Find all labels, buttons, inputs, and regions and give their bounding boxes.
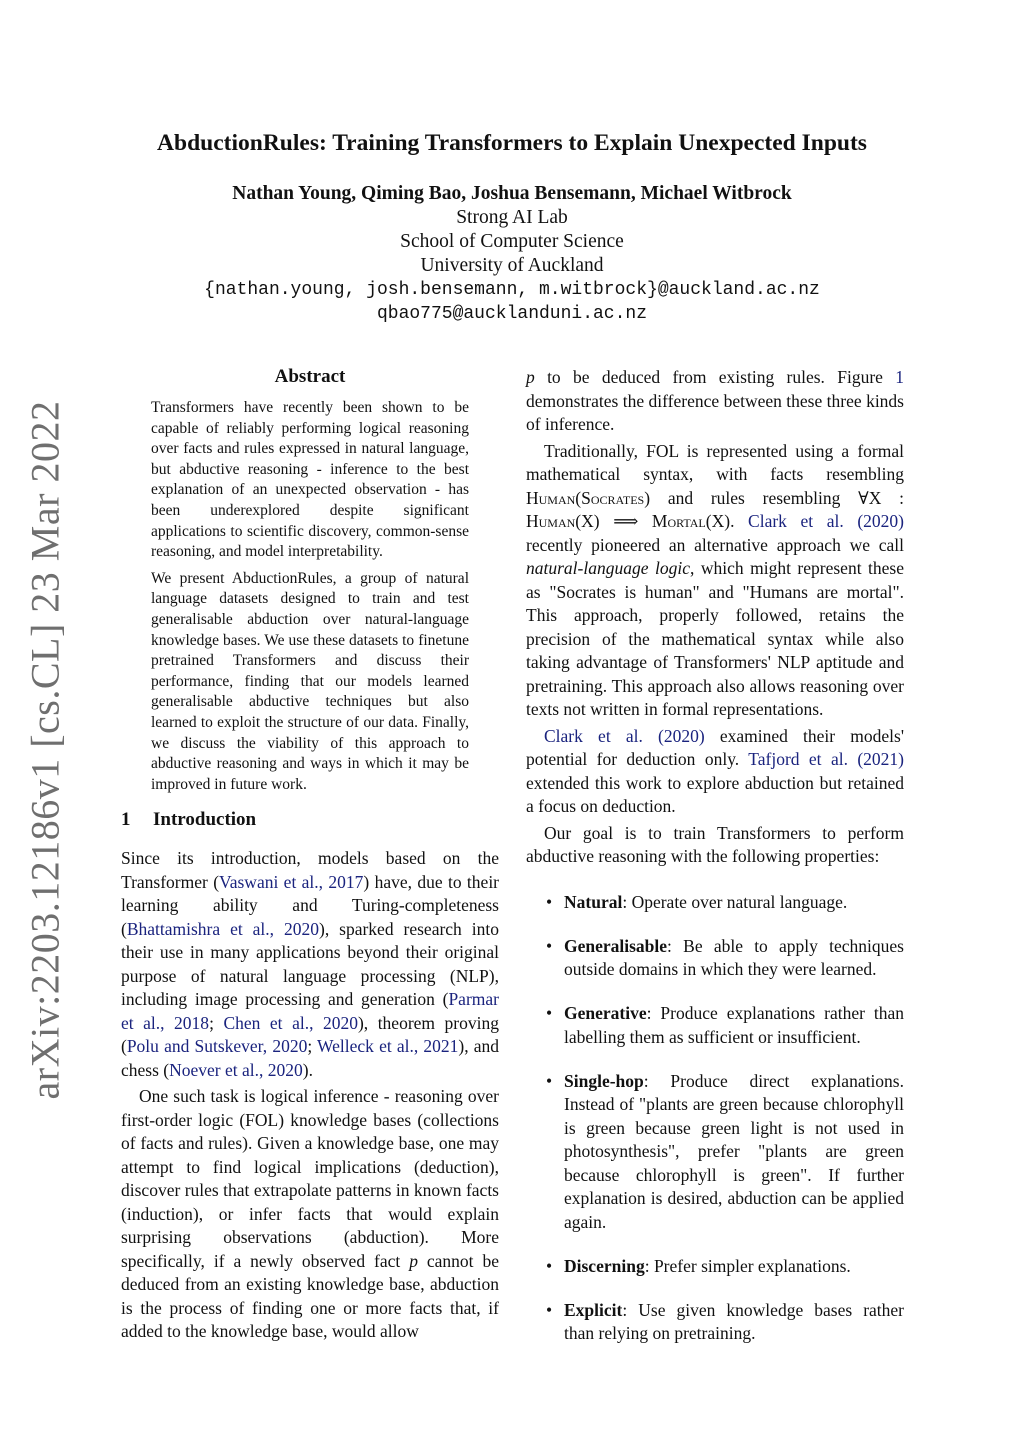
list-item: • Generalisable: Be able to apply techniques outside domains in which they were learned. — [546, 935, 904, 979]
fol-conclusion: Mortal(X) — [651, 511, 731, 531]
left-column — [121, 366, 499, 1344]
figure-link[interactable]: 1 — [895, 367, 904, 387]
emphasis-term: natural-language logic — [526, 558, 690, 578]
citation-link[interactable]: Clark et al. (2020) — [748, 511, 905, 531]
list-item: • Natural: Operate over natural language. — [526, 891, 904, 915]
right-column — [526, 366, 904, 1366]
intro-paragraph: Traditionally, FOL is represented using a formal mathematical syntax, with facts resembling Human(Socrates) and rules resembling ∀X : Human(X) ⟹ Mortal(X). Clark et al. (2020) recently pioneered an alternative approach we call natural-language logic, which might represent these as "Socrates is human" and "Humans are mortal". This approach, properly followed, retains the precision of the mathematical syntax while also taking advantage of Transformers' NLP aptitude and pretraining. This approach also allows reasoning over texts not written in formal representations. — [526, 440, 905, 719]
paper-title: AbductionRules: Training Transformers to Explain Unexpected Inputs — [157, 130, 867, 156]
bullet-icon: • — [546, 935, 553, 956]
affiliation-school: School of Computer Science — [400, 231, 624, 252]
author-email-secondary: qbao775@aucklanduni.ac.nz — [376, 304, 648, 324]
intro-paragraph: Our goal is to train Transformers to perform abductive reasoning with the following properties: — [526, 822, 904, 866]
citation-link[interactable]: Parmar et al., 2018 — [121, 989, 499, 1033]
citation-link[interactable]: Welleck et al., 2021 — [317, 1036, 459, 1057]
bullet-icon: • — [546, 891, 553, 912]
author-emails: {nathan.young, josh.bensemann, m.witbrock}@auckland.ac.nz — [204, 280, 820, 300]
abstract-heading: Abstract — [274, 366, 346, 387]
arxiv-identifier: arXiv:2203.12186v1 [cs.CL] 23 Mar 2022 — [22, 400, 68, 1100]
variable-p: p — [409, 1250, 418, 1271]
list-item: • Discerning: Prefer simpler explanations. — [526, 1255, 904, 1279]
citation-link[interactable]: Polu and Sutskever, 2020 — [126, 1036, 308, 1057]
bullet-icon: • — [546, 1299, 553, 1320]
intro-paragraph: One such task is logical inference - reasoning over first-order logic (FOL) knowledge bases (collections of facts and rules). Given a knowledge base, one may attempt to find logical implications (deduction), discover rules that extrapolate patterns in known facts (induction), or infer facts that would explain surprising observations (abduction). More specifically, if a newly observed fact p cannot be deduced from an existing knowledge base, abduction is the process of finding one or more facts that, if added to the knowledge base, would allow — [121, 1086, 499, 1342]
section-title: Introduction — [153, 809, 257, 831]
intro-paragraph: Clark et al. (2020) examined their models' potential for deduction only. Tafjord et al. (2021) extended this work to explore abduction but retained a focus on deduction. — [526, 725, 904, 816]
bullet-icon: • — [546, 1003, 553, 1023]
abstract-paragraph: We present AbductionRules, a group of natural language datasets designed to train and test generalisable abduction over natural-language knowledge bases. We use these datasets to finetune pretrained Transformers and discuss their performance, finding that our models learned generalisable abductive techniques but also learned to exploit the structure of our data. Finally, we discuss the viability of this approach to abductive reasoning and ways in which it may be improved in future work. — [151, 569, 469, 793]
abstract — [151, 398, 469, 795]
fol-fact: Human(Socrates) — [526, 487, 651, 508]
citation-link[interactable]: Chen et al., 2020 — [223, 1012, 358, 1033]
bullet-icon: • — [546, 1070, 553, 1091]
property-list — [526, 891, 904, 1346]
section-number: 1 — [121, 809, 131, 831]
bullet-icon: • — [546, 1255, 553, 1276]
author-list: Nathan Young, Qiming Bao, Joshua Bensemann, Michael Witbrock — [232, 183, 792, 204]
list-item: • Generative: Produce explanations rather than labelling them as sufficient or insufficient. — [546, 1003, 904, 1047]
citation-link[interactable]: Noever et al., 2020 — [169, 1059, 303, 1080]
list-item: • Explicit: Use given knowledge bases rather than relying on pretraining. — [546, 1299, 904, 1343]
affiliation-university: University of Auckland — [420, 255, 604, 276]
list-item: • Single-hop: Produce direct explanations. Instead of "plants are green because chlorophyll is green because green light is not used in photosynthesis", prefer "plants are green because chlorophyll is green". If further explanation is desired, abduction can be applied again. — [546, 1070, 904, 1232]
variable-p: p — [526, 367, 535, 387]
citation-link[interactable]: Clark et al. (2020) — [544, 725, 705, 746]
intro-paragraph: Since its introduction, models based on the Transformer (Vaswani et al., 2017) have, due to their learning ability and Turing-completeness (Bhattamishra et al., 2020), sparked research into their use in many applications beyond their original purpose of natural language processing (NLP), including image processing and generation (Parmar et al., 2018; Chen et al., 2020), theorem proving (Polu and Sutskever, 2020; Welleck et al., 2021), and chess (Noever et al., 2020). — [121, 848, 500, 1080]
forall-symbol: ∀X : — [858, 487, 905, 508]
intro-paragraph-continued: p to be deduced from existing rules. Figure 1 demonstrates the difference between these three kinds of inference. — [526, 367, 904, 434]
citation-link[interactable]: Bhattamishra et al., 2020 — [126, 918, 319, 939]
implies-symbol: ⟹ — [599, 511, 652, 531]
affiliation-lab: Strong AI Lab — [456, 207, 568, 228]
abstract-paragraph: Transformers have recently been shown to be capable of reliably performing logical reasoning over facts and rules expressed in natural language, but abductive reasoning - inference to the best explanation of an unexpected observation - has been underexplored despite significant applications to scientific discovery, common-sense reasoning, and model interpretability. — [151, 399, 469, 561]
fol-premise: Human(X) — [526, 511, 600, 531]
citation-link[interactable]: Vaswani et al., 2017 — [219, 871, 364, 892]
section-heading-introduction — [121, 809, 499, 831]
citation-link[interactable]: Tafjord et al. (2021) — [748, 749, 904, 769]
author-block — [0, 182, 1024, 326]
